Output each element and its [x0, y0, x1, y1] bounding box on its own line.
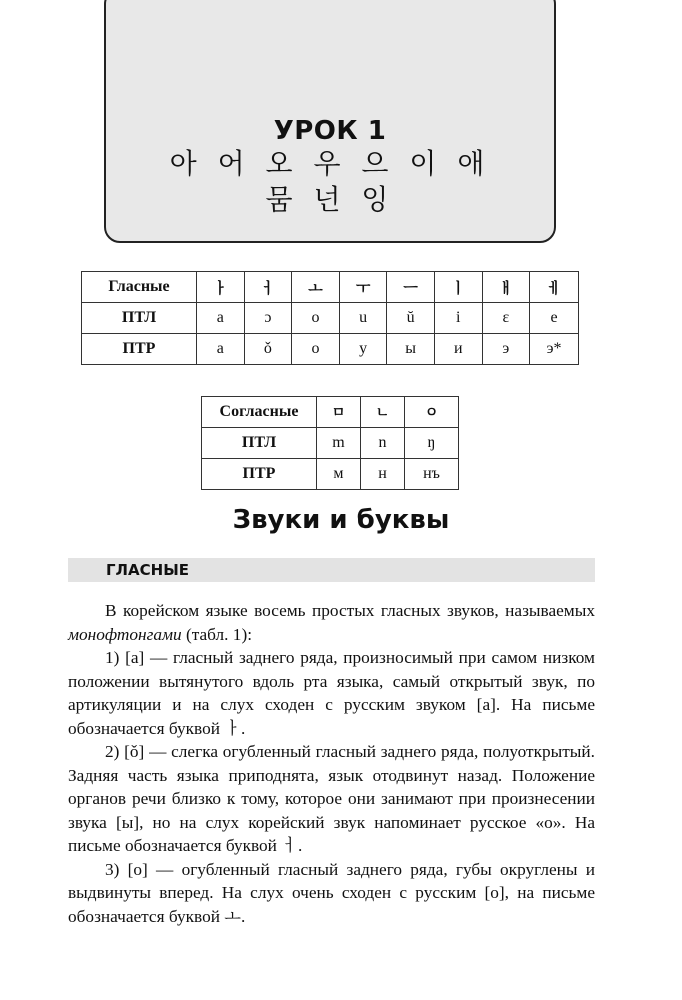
vowel-cell: ㅐ	[482, 272, 530, 303]
intro-text: В корейском языке восемь простых гласных звуков, называемых	[105, 601, 595, 620]
body-text	[68, 599, 595, 928]
subsection-bar	[68, 558, 595, 582]
term-monophthongs: монофтонгами	[68, 624, 182, 644]
ptr-cell: м	[317, 459, 361, 490]
vowel-ptr-row	[82, 334, 579, 365]
vowel-table	[81, 271, 579, 365]
ptl-cell: m	[317, 428, 361, 459]
ptr-cell: ы	[387, 334, 435, 365]
vowel-cell: ㅔ	[530, 272, 579, 303]
lesson-vowels-line: 아 어 오 우 으 이 애	[169, 147, 491, 180]
ptl-cell: u	[339, 303, 387, 334]
lesson-syllables-line: 뭄 넌 잉	[265, 183, 395, 216]
consonant-cell: ㅁ	[317, 397, 361, 428]
ptr-cell: у	[339, 334, 387, 365]
ptl-cell: i	[434, 303, 482, 334]
paragraph-vowel-a: 1) [a] — гласный заднего ряда, произносимый при самом низком положении вытянутого вдоль рта языка, самый открытый звук, по артикуляции и на слух сходен с русским звуком [а]. На письме обозначается буквой ㅏ.	[68, 648, 595, 738]
lesson-title: УРОК 1	[273, 116, 387, 146]
ptr-cell: э*	[530, 334, 579, 365]
lesson-header-box	[104, 0, 556, 243]
paragraph-vowel-o: 3) [o] — огубленный гласный заднего ряда, губы округлены и выдвинуты вперед. На слух очень сходен с русским [о], на письме обозначается буквой ㅗ.	[68, 859, 595, 926]
ptr-cell: и	[434, 334, 482, 365]
intro-text-end: (табл. 1):	[181, 624, 253, 644]
ptr-cell: о	[292, 334, 340, 365]
section-heading: Звуки и буквы	[232, 505, 450, 535]
ptr-cell: а	[197, 334, 245, 365]
ptl-cell: ɛ	[482, 303, 530, 334]
vowel-cell: ㅣ	[434, 272, 482, 303]
row-header: ПТЛ	[82, 303, 197, 334]
subsection-title: ГЛАСНЫЕ	[106, 561, 189, 579]
row-header: ПТР	[202, 459, 317, 490]
paragraph-vowel-eo: 2) [ǒ] — слегка огубленный гласный заднего ряда, полуоткрытый. Задняя часть языка приподнята, язык отодвинут назад. Положение органов речи близко к тому, которое они занимают при произнесении звука [ы], но на слух корейский звук напоминает русское «о». На письме обозначается буквой ㅓ.	[68, 742, 595, 855]
paragraph-intro	[68, 599, 595, 646]
ptr-cell: н	[360, 459, 404, 490]
vowel-cell: ㅓ	[244, 272, 292, 303]
ptr-cell: э	[482, 334, 530, 365]
vowel-cell: ㅜ	[339, 272, 387, 303]
vowel-ptl-row	[82, 303, 579, 334]
row-header: ПТЛ	[202, 428, 317, 459]
row-header: ПТР	[82, 334, 197, 365]
consonant-cell: ㅇ	[404, 397, 458, 428]
vowel-cell: ㅏ	[197, 272, 245, 303]
ptr-cell: ǒ	[244, 334, 292, 365]
ptr-cell: нъ	[404, 459, 458, 490]
consonant-ptl-row	[202, 428, 459, 459]
ptl-cell: a	[197, 303, 245, 334]
ptl-cell: n	[360, 428, 404, 459]
ptl-cell: ɔ	[244, 303, 292, 334]
consonant-cell: ㄴ	[360, 397, 404, 428]
ptl-cell: ŭ	[387, 303, 435, 334]
consonant-jamo-row	[202, 397, 459, 428]
vowel-cell: ㅡ	[387, 272, 435, 303]
row-header: Гласные	[82, 272, 197, 303]
vowel-cell: ㅗ	[292, 272, 340, 303]
ptl-cell: ŋ	[404, 428, 458, 459]
row-header: Согласные	[202, 397, 317, 428]
consonant-ptr-row	[202, 459, 459, 490]
consonant-table	[201, 396, 459, 490]
ptl-cell: e	[530, 303, 579, 334]
vowel-jamo-row	[82, 272, 579, 303]
ptl-cell: o	[292, 303, 340, 334]
